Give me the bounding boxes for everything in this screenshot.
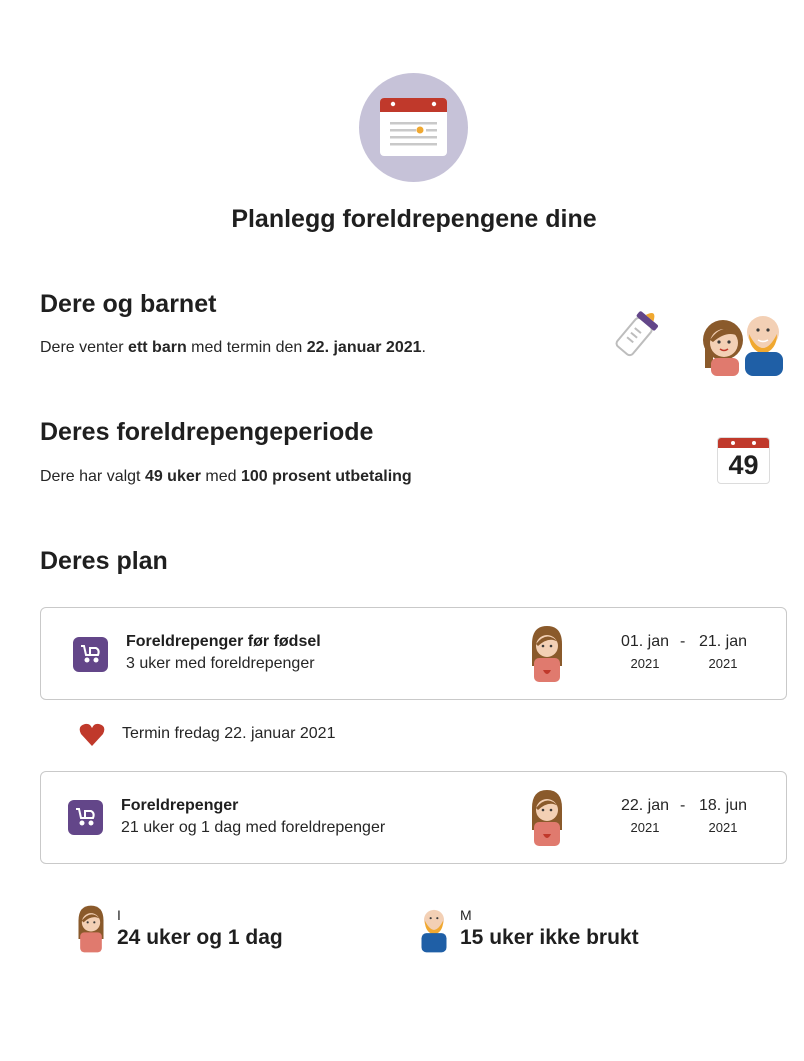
family-heading: Dere og barnet [40,290,217,318]
plan-card-title: Foreldrepenger før fødsel [126,633,321,650]
page-title: Planlegg foreldrepengene dine [231,205,597,233]
date-separator: - [680,797,686,814]
termin-text: Termin fredag 22. januar 2021 [122,725,336,742]
date-separator: - [680,633,686,650]
plan-card-from-date: 01. jan 2021 [620,633,670,671]
plan-card-parental-leave[interactable] [40,771,787,864]
father-label: M [460,907,472,923]
plan-card-before-birth[interactable] [40,607,787,700]
stroller-icon [73,637,108,672]
father-icon [419,905,449,958]
stroller-icon [68,800,103,835]
father-weeks: 15 uker ikke brukt [460,926,639,949]
mother-icon [76,905,106,958]
mother-icon [529,626,565,687]
calendar-weeks-number: 49 [728,450,759,480]
plan-card-from-date: 22. jan 2021 [620,797,670,835]
calendar-weeks-icon [717,437,770,484]
parents-couple-icon [703,310,783,381]
calendar-hero-icon [359,73,468,182]
baby-bottle-icon [610,302,666,367]
mother-label: I [117,907,121,923]
plan-card-title: Foreldrepenger [121,797,239,814]
plan-card-to-date: 21. jan 2021 [698,633,748,671]
plan-card-subtitle: 3 uker med foreldrepenger [126,655,315,672]
plan-card-to-date: 18. jun 2021 [698,797,748,835]
plan-card-subtitle: 21 uker og 1 dag med foreldrepenger [121,819,386,836]
family-text: Dere venter ett barn med termin den 22. januar 2021. [40,339,426,356]
period-text: Dere har valgt 49 uker med 100 prosent utbetaling [40,468,412,485]
mother-icon [529,790,565,851]
mother-weeks: 24 uker og 1 dag [117,926,283,949]
plan-heading: Deres plan [40,547,168,575]
period-heading: Deres foreldrepengeperiode [40,418,374,446]
heart-icon [79,722,105,753]
